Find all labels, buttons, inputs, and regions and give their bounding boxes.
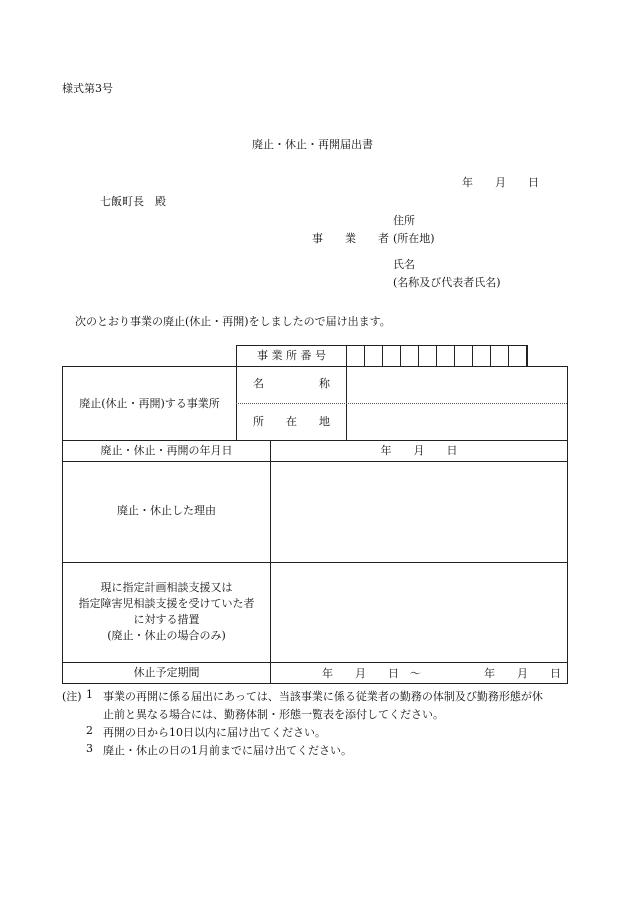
office-name-field[interactable] [347,367,567,403]
office-location-field[interactable] [347,404,567,440]
note-3-number: 3 [86,742,93,755]
submission-date: 年 月 日 [462,176,539,189]
reason-field[interactable] [271,462,567,562]
note-2-number: 2 [86,724,93,737]
office-number-label: 事 業 所 番 号 [257,349,326,362]
name-sub-label: (名称及び代表者氏名) [393,276,501,289]
page-title: 廃止・休止・再開届出書 [252,138,373,151]
date-row-label: 廃止・休止・再開の年月日 [100,444,233,457]
note-1-text-cont: 止前と異なる場合には、勤務体制・形態一覧表を添付してください。 [103,708,444,721]
note-2-text: 再開の日から10日以内に届け出てください。 [103,726,326,739]
notes-prefix: (注) [62,690,82,703]
note-1-number: 1 [86,688,93,701]
period-to[interactable]: 年 月 日 [484,667,561,680]
office-name-label: 名 称 [253,377,330,390]
note-1-text: 事業の再開に係る届出にあっては、当該事業に係る従業者の勤務の体制及び勤務形態が休 [103,690,543,703]
address-label: 住所 [393,214,415,227]
name-label: 氏名 [393,258,415,271]
intro-text: 次のとおり事業の廃止(休止・再開)をしましたので届け出ます。 [75,315,391,328]
measures-field[interactable] [271,563,567,662]
office-section-label: 廃止(休止・再開)する事業所 [79,397,220,410]
operator-label: 事 業 者 [312,232,389,245]
period-from[interactable]: 年 月 日 ～ [322,667,421,680]
period-label: 休止予定期間 [133,666,200,679]
location-label: (所在地) [393,232,435,245]
measures-label: 現に指定計画相談支援又は 指定障害児相談支援を受けていた者 に対する措置 (廃止・休止の場合のみ) [78,581,255,642]
date-row-value[interactable]: 年 月 日 [380,444,458,457]
addressee: 七飯町長 殿 [100,195,166,208]
office-location-label: 所 在 地 [253,415,330,428]
reason-label: 廃止・休止した理由 [117,504,216,517]
note-3-text: 廃止・休止の日の1月前までに届け出てください。 [103,744,352,757]
form-number: 様式第3号 [62,82,113,95]
